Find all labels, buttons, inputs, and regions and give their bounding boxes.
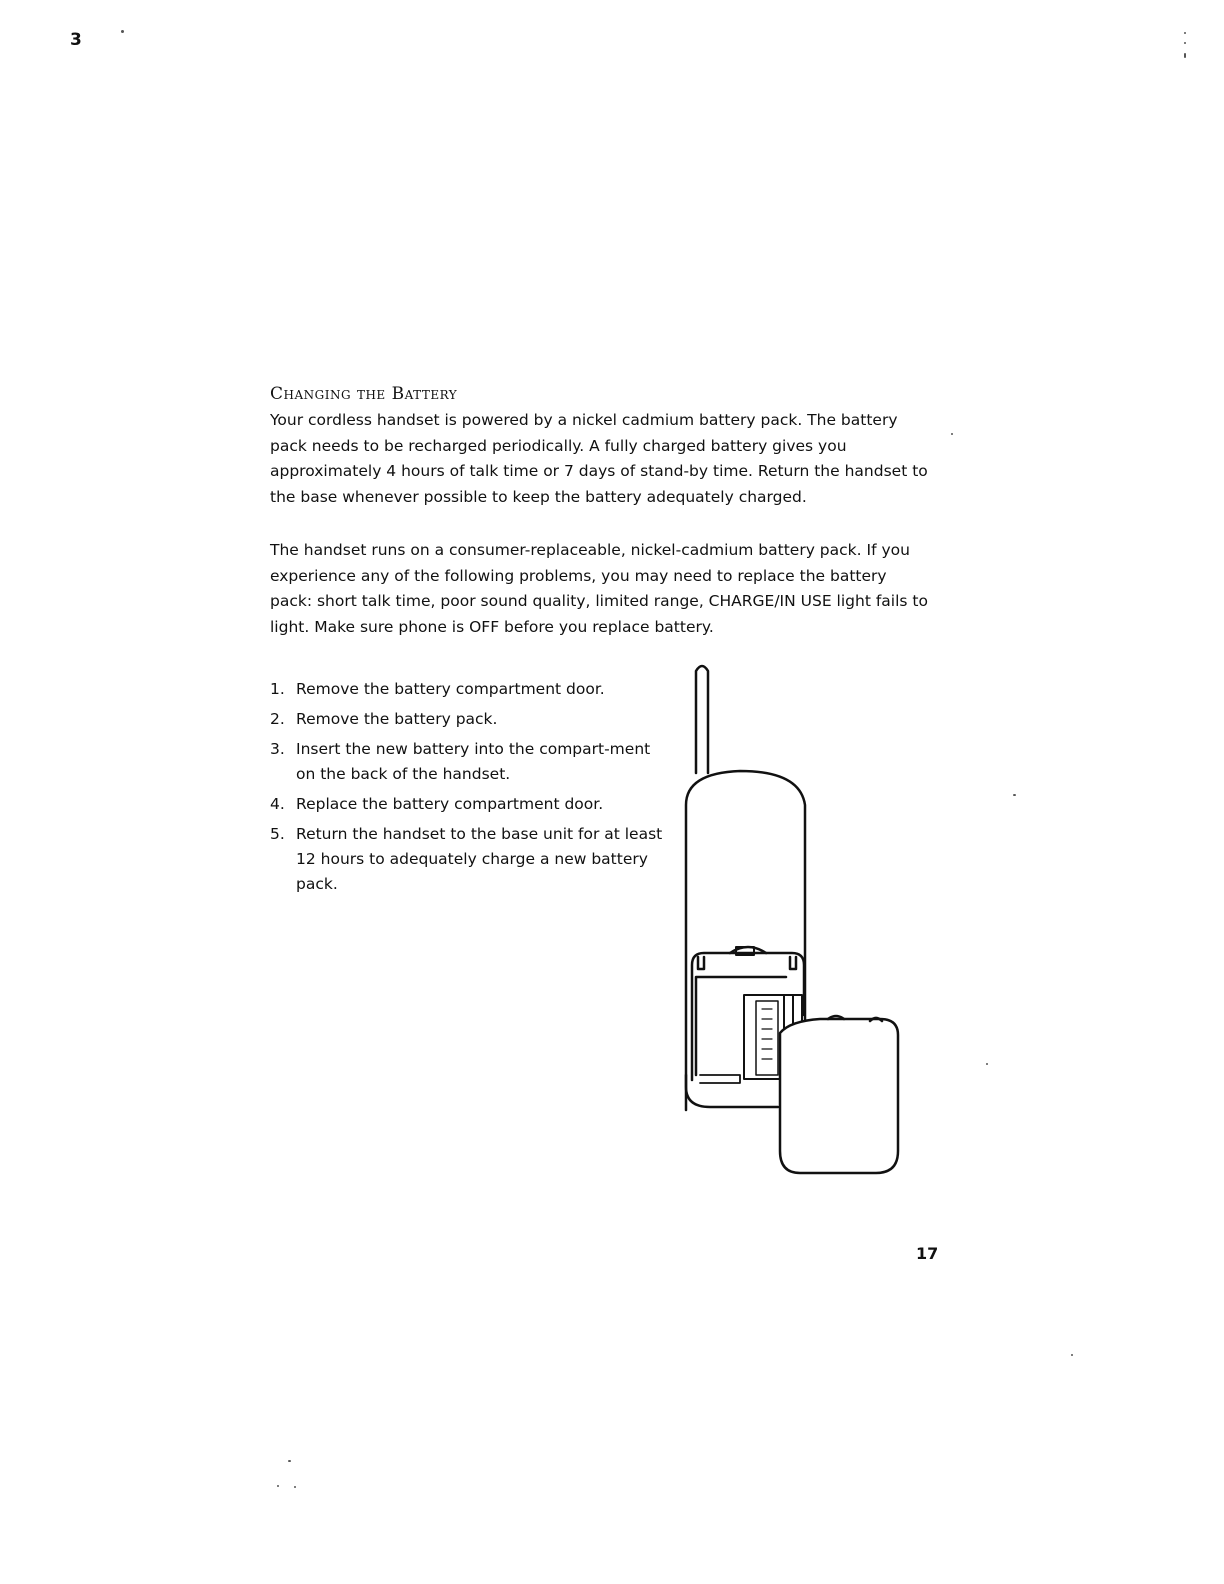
scan-speck bbox=[1184, 42, 1186, 44]
corner-page-mark: 3 bbox=[70, 30, 82, 50]
step-number: 2. bbox=[270, 710, 285, 728]
scan-speck bbox=[951, 433, 953, 435]
scan-speck bbox=[1071, 1354, 1073, 1356]
problems-paragraph: The handset runs on a consumer-replaceable, nickel-cadmium battery pack. If you experience any of the following problems, you may need to replace the battery pack: short talk time, poor sound quality, limited range, CHARGE/IN USE light fails to light. Make sure phone is OFF before you replace battery. bbox=[270, 541, 928, 636]
step-number: 5. bbox=[270, 825, 285, 843]
step-item bbox=[270, 707, 665, 732]
page-number: 17 bbox=[916, 1244, 939, 1263]
step-text: Insert the new battery into the compart-ment on the back of the handset. bbox=[296, 740, 651, 783]
handset-battery-illustration bbox=[670, 655, 920, 1190]
instruction-steps bbox=[270, 677, 665, 902]
step-number: 1. bbox=[270, 680, 285, 698]
scan-speck bbox=[1184, 32, 1186, 34]
step-item bbox=[270, 677, 665, 702]
scan-speck bbox=[294, 1486, 296, 1488]
step-text: Return the handset to the base unit for at least 12 hours to adequately charge a new battery pack. bbox=[296, 825, 663, 893]
step-number: 4. bbox=[270, 795, 285, 813]
cordless-handset-icon bbox=[670, 655, 920, 1190]
scan-speck bbox=[1184, 53, 1186, 58]
step-text: Replace the battery compartment door. bbox=[296, 795, 604, 813]
step-number: 3. bbox=[270, 740, 285, 758]
step-item bbox=[270, 822, 665, 897]
intro-paragraph: Your cordless handset is powered by a nickel cadmium battery pack. The battery pack needs to be recharged periodically. A fully charged battery gives you approximately 4 hours of talk time or 7 days of stand-by time. Return the handset to the base whenever possible to keep the battery adequately charged. bbox=[270, 411, 928, 506]
step-item bbox=[270, 792, 665, 817]
scan-speck bbox=[986, 1063, 988, 1065]
scan-speck bbox=[121, 30, 124, 33]
step-text: Remove the battery pack. bbox=[296, 710, 498, 728]
step-item bbox=[270, 737, 665, 787]
scan-speck bbox=[1013, 794, 1016, 796]
scan-speck bbox=[277, 1485, 279, 1487]
section-heading: Changing the Battery bbox=[270, 384, 458, 404]
step-text: Remove the battery compartment door. bbox=[296, 680, 605, 698]
scan-speck bbox=[288, 1460, 291, 1462]
